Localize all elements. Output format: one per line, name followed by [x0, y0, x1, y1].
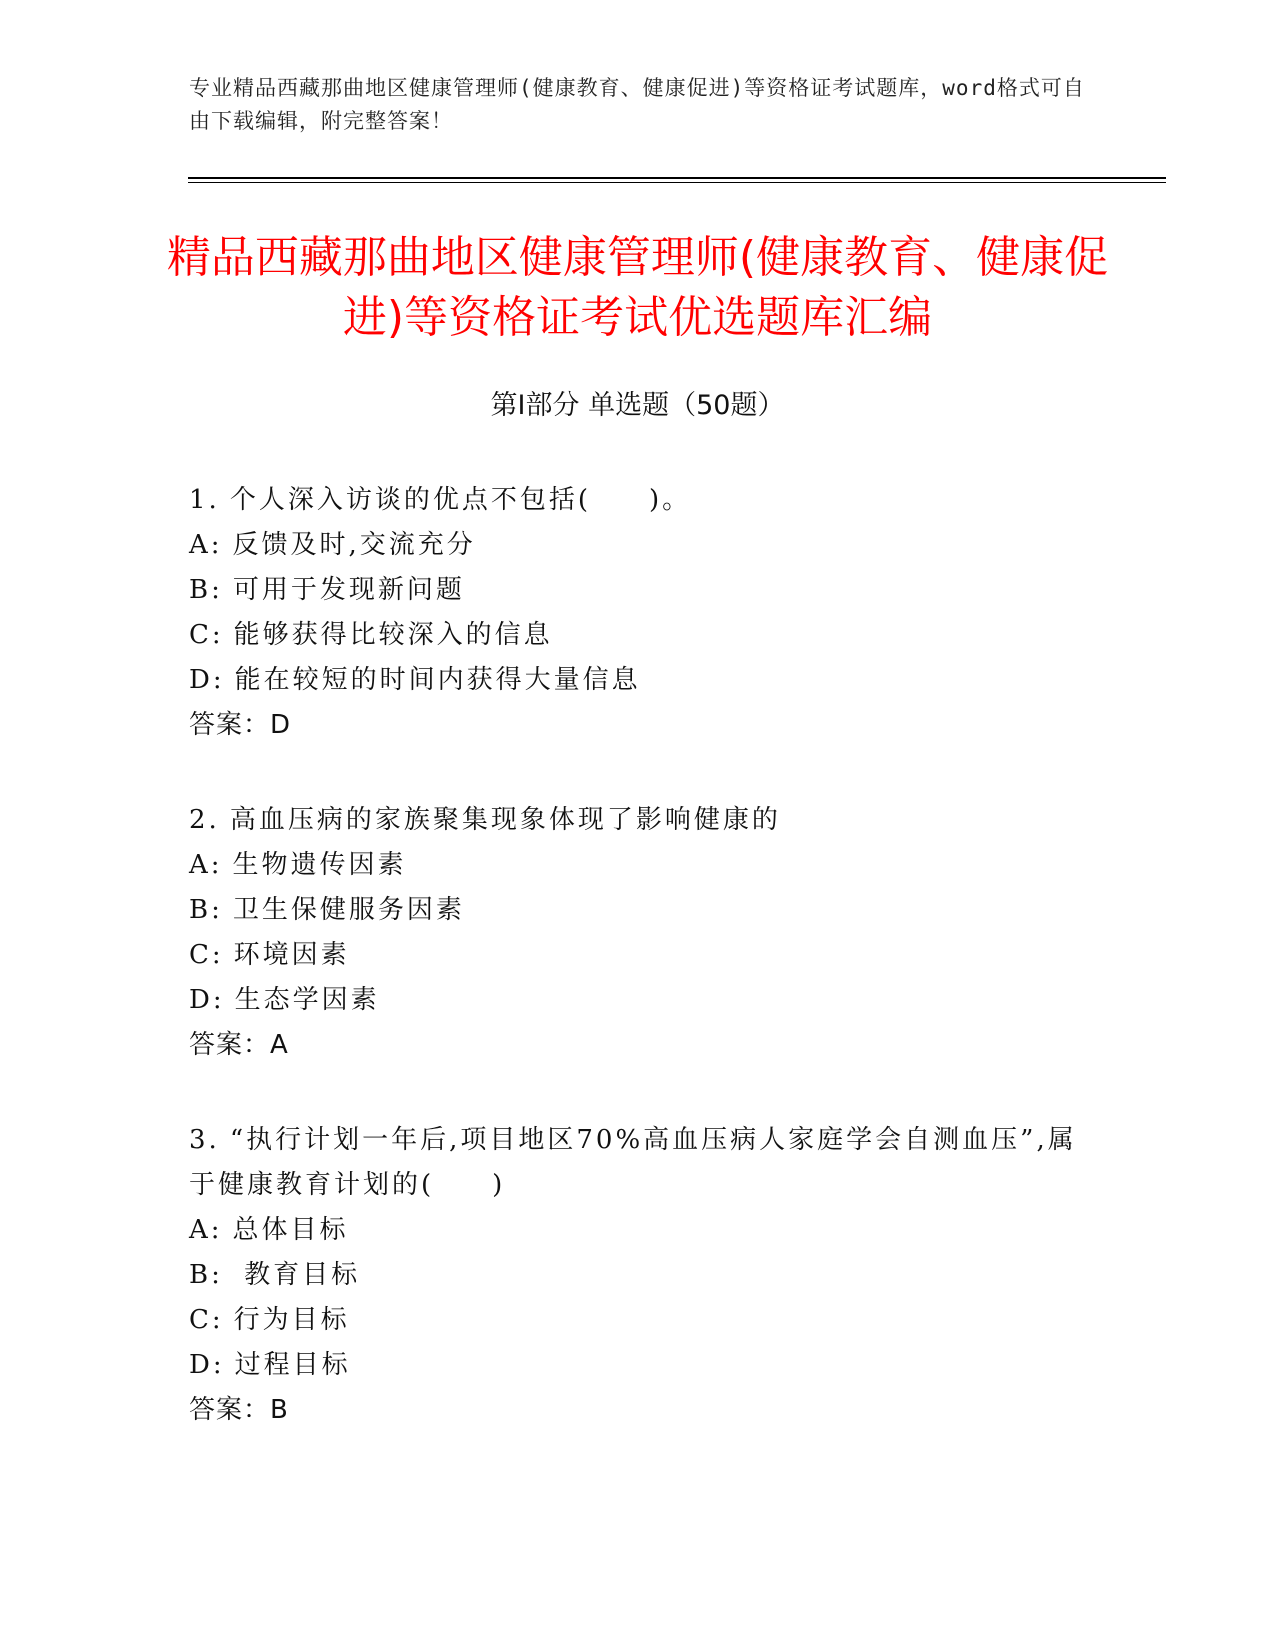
answer-line [189, 1388, 1089, 1433]
option-key: A: [189, 850, 223, 880]
question-2 [189, 798, 1089, 1068]
option-text: 反馈及时,交流充分 [232, 530, 476, 560]
question-text: “执行计划一年后,项目地区70%高血压病人家庭学会自测血压”,属于健康教育计划的( ) [189, 1125, 1077, 1200]
option-key: D: [189, 665, 225, 695]
option-text: 行为目标 [233, 1305, 350, 1335]
option-b [189, 1253, 1089, 1298]
question-number: 2. [189, 805, 220, 835]
question-stem [189, 798, 1089, 843]
option-text: 环境因素 [233, 940, 350, 970]
question-list [189, 478, 1089, 1483]
option-key: B: [189, 575, 223, 605]
header-note: 专业精品西藏那曲地区健康管理师(健康教育、健康促进)等资格证考试题库，word格式可自由下载编辑，附完整答案！ [189, 76, 1085, 133]
option-text: 总体目标 [232, 1215, 349, 1245]
question-text: 个人深入访谈的优点不包括( )。 [229, 485, 692, 515]
answer-prefix: 答案： [189, 1395, 271, 1425]
option-c [189, 1298, 1089, 1343]
option-c [189, 613, 1089, 658]
option-a [189, 843, 1089, 888]
answer-value: A [270, 1030, 289, 1060]
question-1 [189, 478, 1089, 748]
option-key: A: [189, 1215, 223, 1245]
option-text: 卫生保健服务因素 [232, 895, 465, 925]
document-title: 精品西藏那曲地区健康管理师(健康教育、健康促进)等资格证考试优选题库汇编 [166, 232, 1109, 343]
question-stem [189, 1118, 1089, 1208]
option-text: 生态学因素 [234, 985, 380, 1015]
option-text: 教育目标 [232, 1260, 361, 1290]
answer-prefix: 答案： [189, 1030, 271, 1060]
option-text: 过程目标 [234, 1350, 351, 1380]
option-key: A: [189, 530, 223, 560]
option-b [189, 888, 1089, 933]
section-heading: 第Ⅰ部分 单选题（50题） [490, 390, 785, 421]
option-d [189, 658, 1089, 703]
option-b [189, 568, 1089, 613]
question-3 [189, 1118, 1089, 1433]
header-divider-thick [188, 177, 1166, 179]
option-key: C: [189, 620, 224, 650]
header-divider-thin [188, 182, 1166, 183]
answer-line [189, 703, 1089, 748]
option-a [189, 523, 1089, 568]
question-text: 高血压病的家族聚集现象体现了影响健康的 [229, 805, 781, 835]
option-key: D: [189, 985, 225, 1015]
option-key: B: [189, 1260, 223, 1290]
question-number: 3. [189, 1125, 220, 1155]
option-text: 可用于发现新问题 [232, 575, 465, 605]
option-text: 生物遗传因素 [232, 850, 407, 880]
option-text: 能在较短的时间内获得大量信息 [234, 665, 641, 695]
option-a [189, 1208, 1089, 1253]
option-c [189, 933, 1089, 978]
answer-value: B [270, 1395, 289, 1425]
answer-prefix: 答案： [189, 710, 271, 740]
option-key: B: [189, 895, 223, 925]
option-d [189, 1343, 1089, 1388]
answer-value: D [270, 710, 292, 740]
option-key: C: [189, 1305, 224, 1335]
option-key: D: [189, 1350, 225, 1380]
option-key: C: [189, 940, 224, 970]
option-d [189, 978, 1089, 1023]
question-stem [189, 478, 1089, 523]
question-number: 1. [189, 485, 220, 515]
answer-line [189, 1023, 1089, 1068]
option-text: 能够获得比较深入的信息 [233, 620, 553, 650]
